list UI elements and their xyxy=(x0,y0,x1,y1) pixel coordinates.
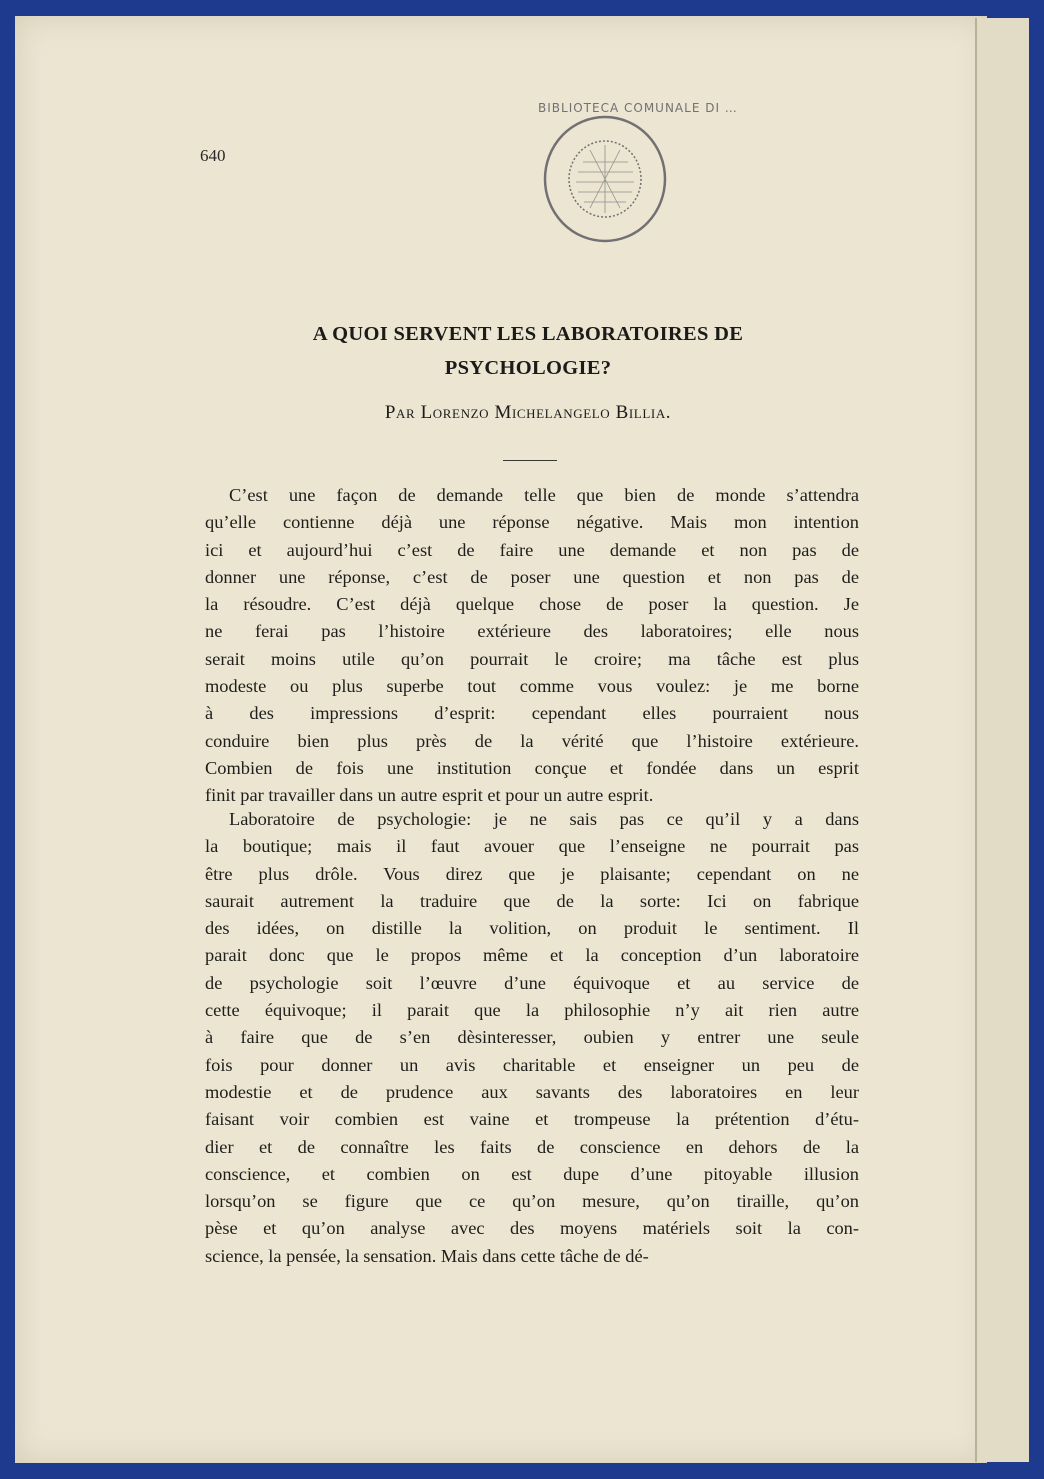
text-line: modeste ou plus superbe tout comme vous voulez: je me borne xyxy=(205,676,859,697)
text-line: saurait autrement la traduire que de la sorte: Ici on fabrique xyxy=(205,890,859,911)
text-line: ici et aujourd’hui c’est de faire une demande et non pas de xyxy=(205,539,859,560)
text-line: finit par travailler dans un autre esprit et pour un autre esprit. xyxy=(205,785,654,806)
text-line: qu’elle contienne déjà une réponse négative. Mais mon intention xyxy=(205,512,859,533)
library-stamp-icon xyxy=(538,101,738,246)
text-line: serait moins utile qu’on pourrait le croire; ma tâche est plus xyxy=(205,648,859,669)
text-line: C’est une façon de demande telle que bien de monde s’attendra xyxy=(229,485,859,505)
text-line: la boutique; mais il faut avouer que l’enseigne ne pourrait pas xyxy=(205,836,859,857)
text-line: lorsqu’on se figure que ce qu’on mesure, qu’on tiraille, qu’on xyxy=(205,1191,859,1212)
text-line: fois pour donner un avis charitable et enseigner un peu de xyxy=(205,1054,859,1075)
adjacent-page-edge xyxy=(975,18,1029,1462)
text-line: Combien de fois une institution conçue et fondée dans un esprit xyxy=(205,757,859,778)
text-line: ne ferai pas l’histoire extérieure des laboratoires; elle nous xyxy=(205,621,859,642)
stamp-text: BIBLIOTECA COMUNALE DI … xyxy=(538,101,738,115)
text-line: pèse et qu’on analyse avec des moyens matériels soit la con- xyxy=(205,1218,859,1239)
text-line: dier et de connaître les faits de conscience en dehors de la xyxy=(205,1136,859,1157)
text-line: conscience, et combien on est dupe d’une pitoyable illusion xyxy=(205,1163,859,1184)
text-line: donner une réponse, c’est de poser une question et non pas de xyxy=(205,566,859,587)
text-line: faisant voir combien est vaine et trompeuse la prétention d’étu- xyxy=(205,1109,859,1130)
article-title-line-1: A QUOI SERVENT LES LABORATOIRES DE xyxy=(312,323,744,345)
text-line: Laboratoire de psychologie: je ne sais pas ce qu’il y a dans xyxy=(229,809,859,829)
page-number: 640 xyxy=(200,146,226,165)
text-line: à des impressions d’esprit: cependant elles pourraient nous xyxy=(205,703,859,724)
text-line: modestie et de prudence aux savants des laboratoires en leur xyxy=(205,1081,859,1102)
text-line: de psychologie soit l’œuvre d’une équivoque et au service de xyxy=(205,972,859,993)
paragraph-2 xyxy=(205,806,859,1270)
text-line: conduire bien plus près de la vérité que l’histoire extérieure. xyxy=(205,730,859,751)
article-title-line-2: PSYCHOLOGIE? xyxy=(444,357,612,379)
paragraph-1 xyxy=(205,482,859,810)
text-line: parait donc que le propos même et la conception d’un laboratoire xyxy=(205,945,859,966)
text-line: cette équivoque; il parait que la philosophie n’y ait rien autre xyxy=(205,1000,859,1021)
text-line: des idées, on distille la volition, on produit le sentiment. Il xyxy=(205,918,859,939)
text-line: science, la pensée, la sensation. Mais dans cette tâche de dé- xyxy=(205,1245,649,1266)
title-separator-rule xyxy=(503,460,557,461)
text-line: à faire que de s’en dèsinteresser, oubien y entrer une seule xyxy=(205,1027,859,1048)
text-line: être plus drôle. Vous direz que je plaisante; cependant on ne xyxy=(205,863,859,884)
text-line: la résoudre. C’est déjà quelque chose de poser la question. Je xyxy=(205,594,859,615)
article-byline: Par Lorenzo Michelangelo Billia. xyxy=(384,402,672,423)
